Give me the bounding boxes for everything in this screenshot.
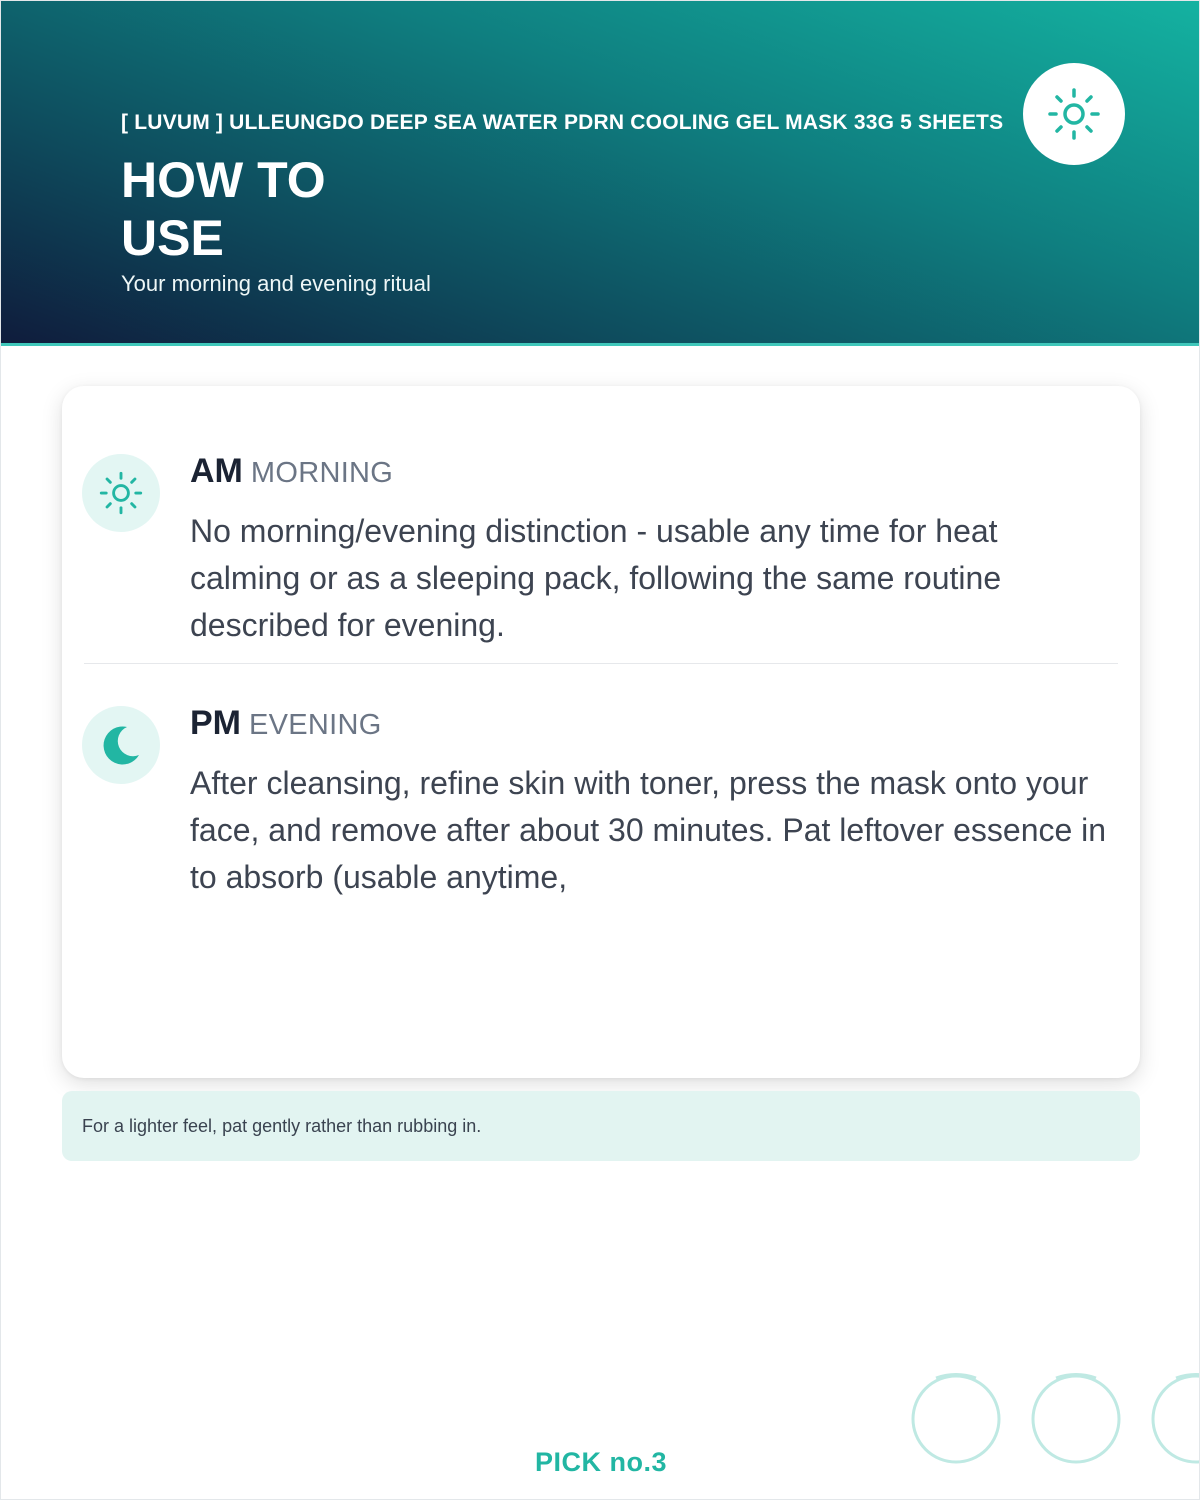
routine-pm-description: After cleansing, refine skin with toner, press the mask onto your face, and remove after about 30 minutes. Pat leftover essence in to absorb (usable anytime, [190,765,1107,895]
routine-am-label: MORNING [250,457,394,489]
product-name: [ LUVUM ] ULLEUNGDO DEEP SEA WATER PDRN COOLING GEL MASK 33G 5 SHEETS [121,111,1004,134]
page-title-line-2: USE [121,210,224,266]
tip-text: For a lighter feel, pat gently rather than rubbing in. [82,1115,482,1136]
routine-card [62,386,1140,1078]
moon-icon [97,721,145,769]
routine-am-description: No morning/evening distinction - usable any time for heat calming or as a sleeping pack, following the same routine described for evening. [190,513,1002,643]
routine-pm-heading [190,704,382,743]
page-subtitle: Your morning and evening ritual [121,271,431,296]
sun-icon [1046,86,1102,142]
routine-am-heading [190,452,393,491]
header-banner [1,1,1200,346]
routine-pm-code: PM [190,704,241,742]
page-title-line-1: HOW TO [121,152,326,208]
routine-pm-icon-badge [82,706,160,784]
page-title [121,151,461,267]
sun-icon [98,470,144,516]
tip-box [62,1091,1140,1161]
footer-label: PICK no.3 [534,1447,667,1477]
routine-am-code: AM [190,452,243,490]
routine-am-icon-badge [82,454,160,532]
routine-divider [84,663,1118,664]
header-badge [1023,63,1125,165]
routine-pm-label: EVENING [249,709,382,741]
